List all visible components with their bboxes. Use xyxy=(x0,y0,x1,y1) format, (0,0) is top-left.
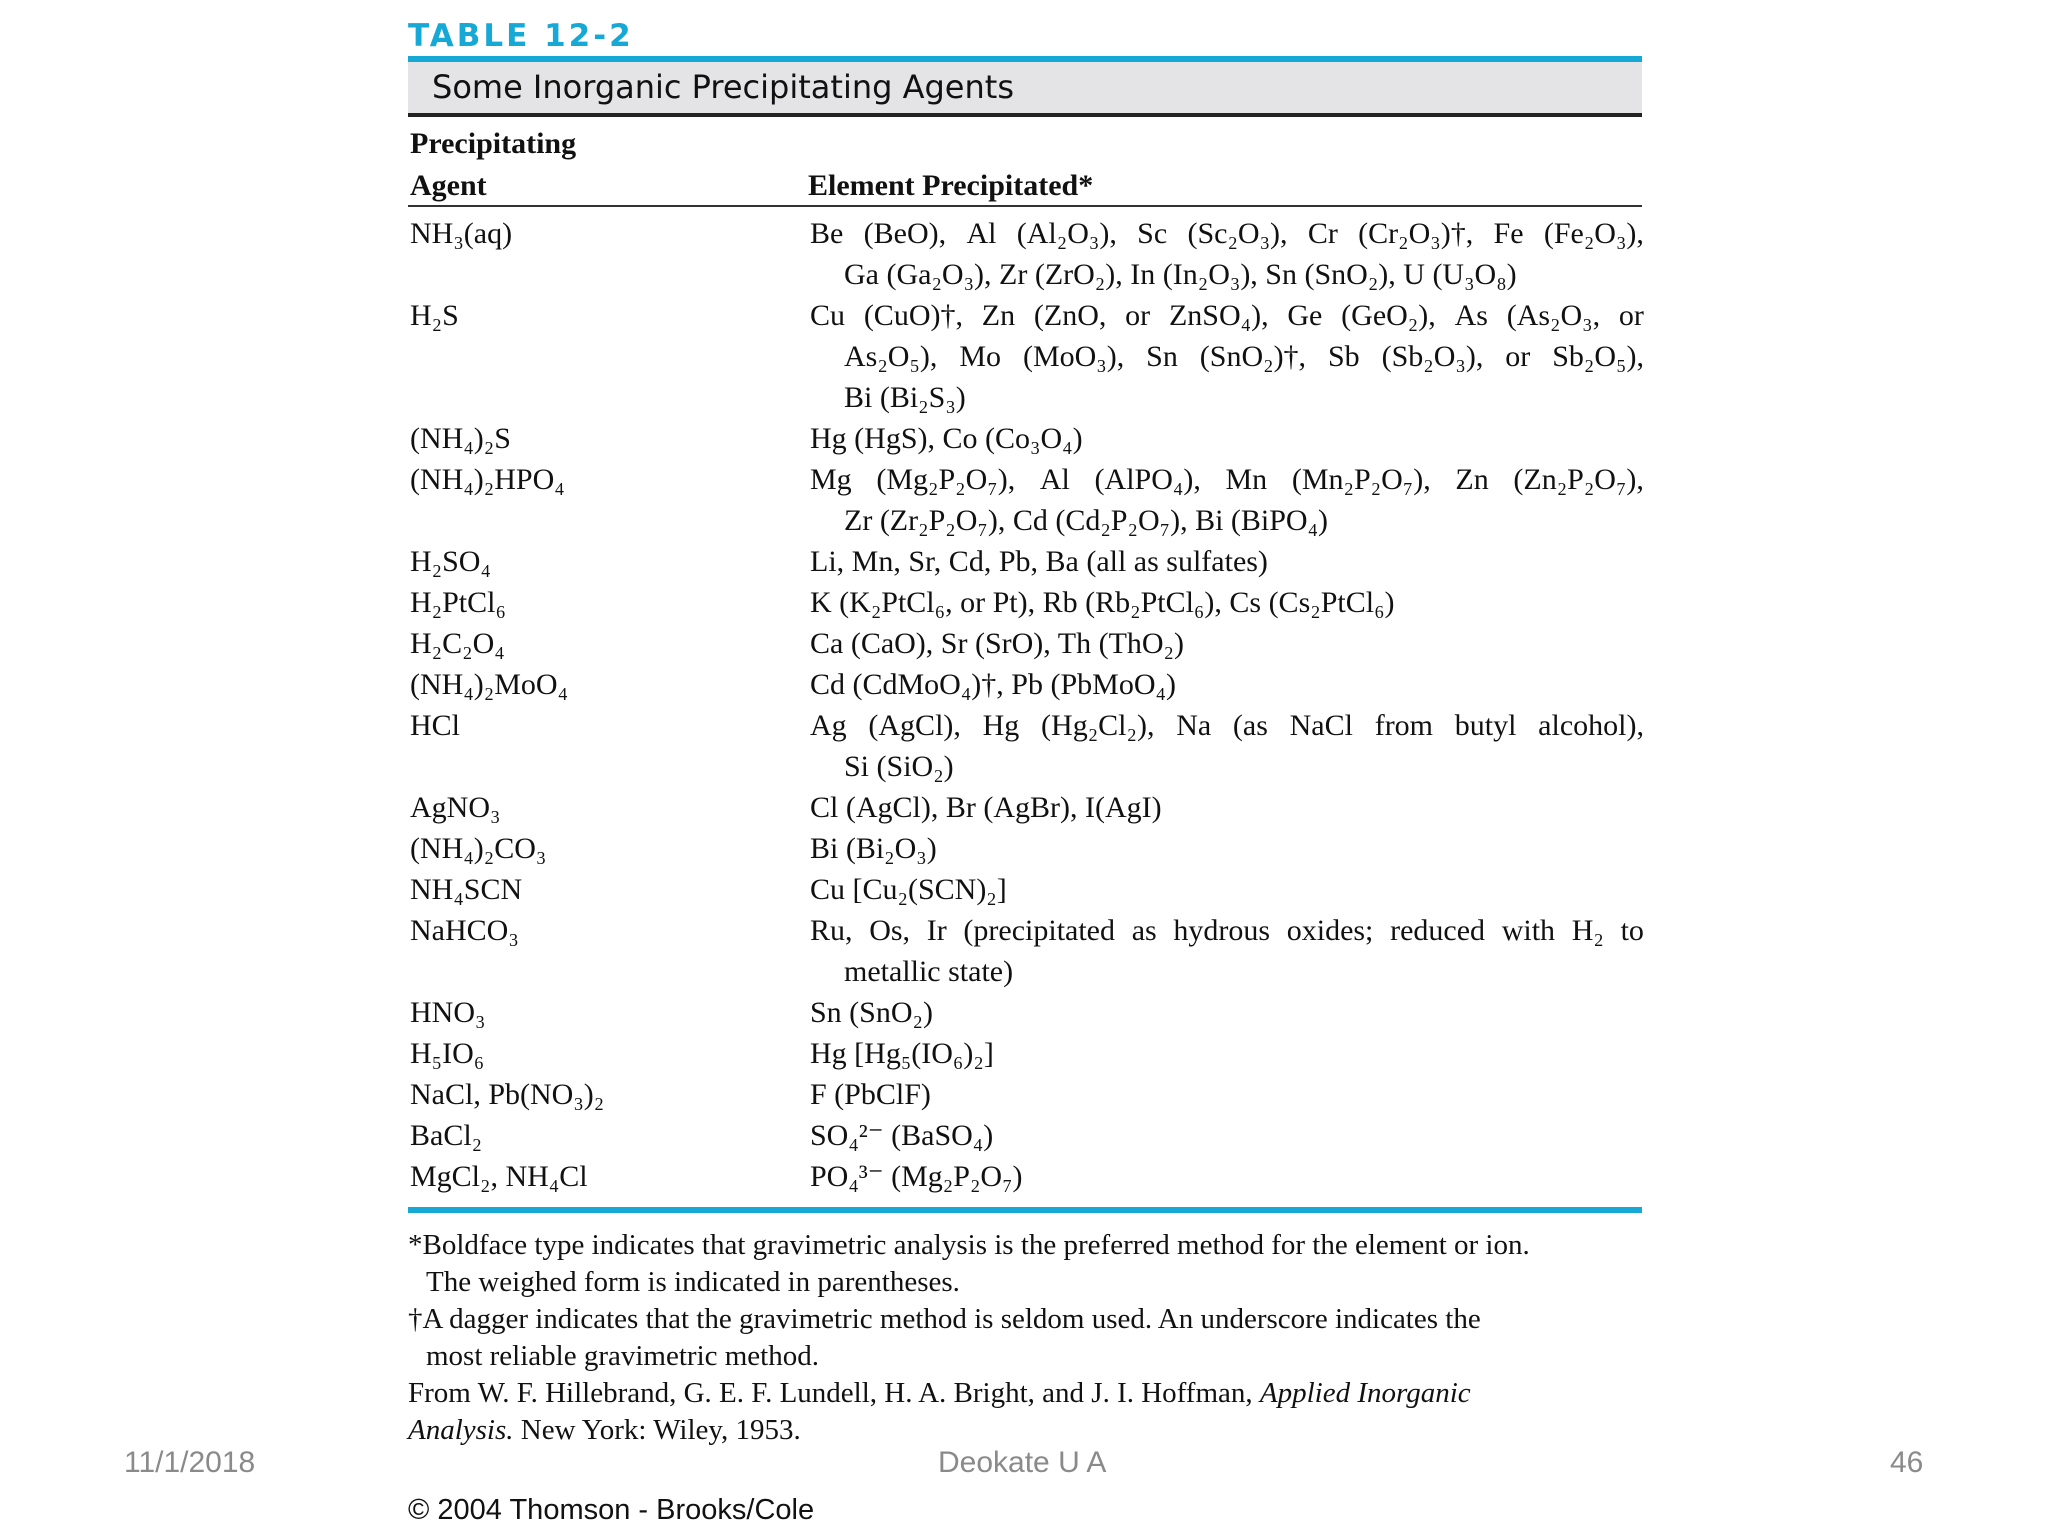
footer-date: 11/1/2018 xyxy=(124,1446,256,1479)
precipitating-agent-cell: BaCl₂ xyxy=(410,1119,483,1152)
element-precipitated-cell xyxy=(810,1156,1644,1197)
note-dagger: †A dagger indicates that the gravimetric method is seldom used. An underscore indicates the xyxy=(408,1303,1481,1335)
element-line: F (PbClF) xyxy=(810,1078,931,1111)
element-word: (SnO₂)†, xyxy=(1199,340,1307,373)
table-row xyxy=(408,295,1642,418)
precipitating-agent-cell: NaHCO₃ xyxy=(410,914,519,947)
element-word: (Hg₂Cl₂), xyxy=(1041,709,1155,742)
element-word: (as xyxy=(1232,709,1268,742)
element-line: Bi (Bi₂O₃) xyxy=(810,832,937,865)
element-precipitated-cell xyxy=(810,623,1644,664)
table-figure xyxy=(408,16,1642,1449)
table-notes xyxy=(408,1213,1642,1449)
element-line xyxy=(810,459,1644,500)
element-word: with xyxy=(1501,914,1556,947)
element-word: as xyxy=(1131,914,1157,947)
element-word: (Cr₂O₃)†, xyxy=(1358,217,1474,250)
precipitating-agent-cell: (NH₄)₂MoO₄ xyxy=(410,668,569,701)
table-row xyxy=(408,582,1642,623)
table-title: Some Inorganic Precipitating Agents xyxy=(408,62,1642,117)
element-word: Cr xyxy=(1307,217,1338,250)
element-word: Hg xyxy=(982,709,1020,742)
element-word: Mo xyxy=(959,340,1002,373)
element-word: H₂ xyxy=(1571,914,1604,947)
table-row xyxy=(408,869,1642,910)
table-row xyxy=(408,910,1642,992)
table-row xyxy=(408,664,1642,705)
element-word: Sb xyxy=(1327,340,1360,373)
element-precipitated-cell xyxy=(810,459,1644,541)
precipitating-agent-cell: HNO₃ xyxy=(410,996,486,1029)
element-word: Ge xyxy=(1287,299,1323,332)
element-precipitated-cell xyxy=(810,1033,1644,1074)
element-word: Fe xyxy=(1493,217,1524,250)
footer-page-number: 46 xyxy=(1890,1446,1924,1479)
element-line: Cu [Cu₂(SCN)₂] xyxy=(810,873,1007,906)
element-line: Si (SiO₂) xyxy=(844,750,954,783)
header-agent: Precipitating Agent xyxy=(410,127,577,202)
element-word: (Mg₂P₂O₇), xyxy=(876,463,1016,496)
element-word: Mn xyxy=(1225,463,1268,496)
element-precipitated-cell xyxy=(810,213,1644,295)
element-precipitated-cell xyxy=(810,418,1644,459)
element-word: Zn xyxy=(1455,463,1489,496)
table-row xyxy=(408,459,1642,541)
element-precipitated-cell xyxy=(810,295,1644,418)
precipitating-agent-cell: MgCl₂, NH₄Cl xyxy=(410,1160,588,1193)
note-dagger-cont: most reliable gravimetric method. xyxy=(426,1340,819,1372)
element-line: SO₄²⁻ (BaSO₄) xyxy=(810,1119,994,1152)
element-word: Al xyxy=(1039,463,1070,496)
element-word: (Sb₂O₃), xyxy=(1381,340,1484,373)
precipitating-agent-cell: AgNO₃ xyxy=(410,791,501,824)
element-line: Cd (CdMoO₄)†, Pb (PbMoO₄) xyxy=(810,668,1176,701)
element-line: PO₄³⁻ (Mg₂P₂O₇) xyxy=(810,1160,1023,1193)
table-row xyxy=(408,705,1642,787)
element-word: or xyxy=(1125,299,1151,332)
element-word: ZnSO₄), xyxy=(1168,299,1269,332)
element-word: (precipitated xyxy=(963,914,1115,947)
element-word: Ir xyxy=(926,914,947,947)
column-header xyxy=(408,117,1642,207)
table-row xyxy=(408,1033,1642,1074)
element-word: Os, xyxy=(869,914,911,947)
table-row xyxy=(408,992,1642,1033)
element-word: Ag xyxy=(810,709,847,742)
element-precipitated-cell xyxy=(810,1074,1644,1115)
element-word: or xyxy=(1618,299,1644,332)
table-row xyxy=(408,623,1642,664)
precipitating-agent-cell: NH₄SCN xyxy=(410,873,523,906)
element-precipitated-cell xyxy=(810,869,1644,910)
element-line: Zr (Zr₂P₂O₇), Cd (Cd₂P₂O₇), Bi (BiPO₄) xyxy=(844,504,1329,537)
table-body xyxy=(408,207,1642,1197)
table-row xyxy=(408,828,1642,869)
element-word: to xyxy=(1620,914,1644,947)
element-line: Hg (HgS), Co (Co₃O₄) xyxy=(810,422,1083,455)
element-line xyxy=(810,213,1644,254)
element-word: (ZnO, xyxy=(1033,299,1107,332)
element-precipitated-cell xyxy=(810,992,1644,1033)
element-word: Ru, xyxy=(810,914,853,947)
element-line xyxy=(810,336,1644,377)
element-word: Be xyxy=(810,217,844,250)
element-line: Hg [Hg₅(IO₆)₂] xyxy=(810,1037,994,1070)
element-word: butyl xyxy=(1454,709,1517,742)
element-word: (As₂O₃, xyxy=(1506,299,1601,332)
element-precipitated-cell xyxy=(810,705,1644,787)
element-word: Cu xyxy=(810,299,846,332)
element-precipitated-cell xyxy=(810,664,1644,705)
precipitating-agent-cell: H₂C₂O₄ xyxy=(410,627,505,660)
precipitating-agent-cell: (NH₄)₂HPO₄ xyxy=(410,463,565,496)
precipitating-agent-cell: HCl xyxy=(410,709,461,742)
table-row xyxy=(408,1156,1642,1197)
table-row xyxy=(408,541,1642,582)
element-word: Sc xyxy=(1137,217,1168,250)
element-line: Ca (CaO), Sr (SrO), Th (ThO₂) xyxy=(810,627,1185,660)
element-word: oxides; xyxy=(1286,914,1374,947)
element-word: (Al₂O₃), xyxy=(1016,217,1117,250)
table-row xyxy=(408,787,1642,828)
element-word: (Mn₂P₂O₇), xyxy=(1291,463,1431,496)
element-word: reduced xyxy=(1390,914,1486,947)
element-word: NaCl xyxy=(1289,709,1353,742)
element-line: Bi (Bi₂S₃) xyxy=(844,381,966,414)
element-word: Mg xyxy=(810,463,852,496)
copyright: © 2004 Thomson - Brooks/Cole xyxy=(408,1494,815,1526)
footer-author: Deokate U A xyxy=(938,1446,1107,1479)
element-precipitated-cell xyxy=(810,828,1644,869)
element-word: (MoO₃), xyxy=(1022,340,1125,373)
precipitating-agent-cell: H₂S xyxy=(410,299,459,332)
element-word: (Fe₂O₃), xyxy=(1543,217,1644,250)
table-row xyxy=(408,213,1642,295)
element-precipitated-cell xyxy=(810,787,1644,828)
element-word: (CuO)†, xyxy=(863,299,963,332)
element-word: (Sc₂O₃), xyxy=(1187,217,1288,250)
element-word: Sb₂O₅), xyxy=(1552,340,1644,373)
element-word: alcohol), xyxy=(1538,709,1644,742)
precipitating-agent-cell: (NH₄)₂CO₃ xyxy=(410,832,547,865)
source-citation: From W. F. Hillebrand, G. E. F. Lundell, H. A. Bright, and J. I. Hoffman, Applied Inorganic xyxy=(408,1377,1471,1409)
element-word: or xyxy=(1505,340,1531,373)
element-line xyxy=(810,910,1644,951)
element-line: K (K₂PtCl₆, or Pt), Rb (Rb₂PtCl₆), Cs (Cs₂PtCl₆) xyxy=(810,586,1395,619)
table-row xyxy=(408,418,1642,459)
element-line xyxy=(810,705,1644,746)
element-word: Zn xyxy=(981,299,1016,332)
element-word: (BeO), xyxy=(863,217,947,250)
element-precipitated-cell xyxy=(810,541,1644,582)
element-line: Sn (SnO₂) xyxy=(810,996,933,1029)
element-precipitated-cell xyxy=(810,582,1644,623)
precipitating-agent-cell: H₂PtCl₆ xyxy=(410,586,506,619)
table-row xyxy=(408,1074,1642,1115)
note-boldface: *Boldface type indicates that gravimetric analysis is the preferred method for the element or ion. xyxy=(408,1229,1530,1261)
precipitating-agent-cell: H₂SO₄ xyxy=(410,545,491,578)
element-word: (AlPO₄), xyxy=(1094,463,1201,496)
element-line: Li, Mn, Sr, Cd, Pb, Ba (all as sulfates) xyxy=(810,545,1268,578)
precipitating-agent-cell: H₅IO₆ xyxy=(410,1037,485,1070)
element-line: metallic state) xyxy=(844,955,1014,988)
element-word: Sn xyxy=(1146,340,1178,373)
element-word: (GeO₂), xyxy=(1341,299,1436,332)
element-word: hydrous xyxy=(1173,914,1271,947)
element-word: from xyxy=(1374,709,1434,742)
element-line: Ga (Ga₂O₃), Zr (ZrO₂), In (In₂O₃), Sn (SnO₂), U (U₃O₈) xyxy=(844,258,1517,291)
element-precipitated-cell xyxy=(810,910,1644,992)
element-word: Na xyxy=(1176,709,1212,742)
precipitating-agent-cell: (NH₄)₂S xyxy=(410,422,511,455)
precipitating-agent-cell: NH₃(aq) xyxy=(410,217,513,250)
precipitating-agent-cell: NaCl, Pb(NO₃)₂ xyxy=(410,1078,605,1111)
note-boldface-cont: The weighed form is indicated in parentheses. xyxy=(426,1266,960,1298)
element-word: (Zn₂P₂O₇), xyxy=(1513,463,1644,496)
element-word: As₂O₅), xyxy=(844,340,938,373)
table-number: TABLE 12-2 xyxy=(408,18,634,54)
element-precipitated-cell xyxy=(810,1115,1644,1156)
element-word: As xyxy=(1454,299,1488,332)
element-word: (AgCl), xyxy=(868,709,961,742)
header-element: Element Precipitated* xyxy=(808,169,1094,202)
source-citation-cont: Analysis. New York: Wiley, 1953. xyxy=(408,1414,801,1446)
element-word: Al xyxy=(966,217,997,250)
element-line xyxy=(810,295,1644,336)
element-line: Cl (AgCl), Br (AgBr), I(AgI) xyxy=(810,791,1162,824)
table-row xyxy=(408,1115,1642,1156)
